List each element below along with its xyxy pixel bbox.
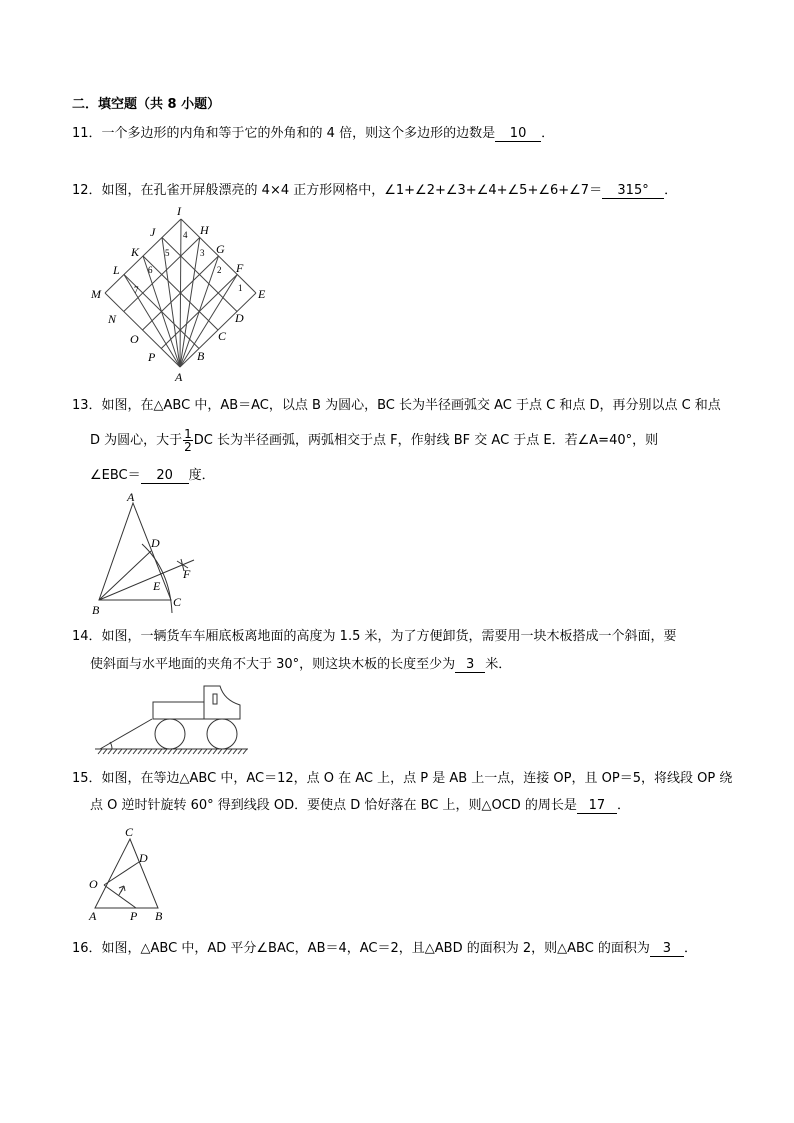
angle-7: 7 <box>134 285 139 295</box>
angle-1: 1 <box>238 283 243 293</box>
label-A: A <box>89 909 97 923</box>
label-A: A <box>127 490 135 504</box>
question-16 <box>72 941 697 957</box>
question-text: 点 O 逆时针旋转 60° 得到线段 OD．要使点 D 恰好落在 BC 上，则△OCD 的周长是 <box>90 798 577 813</box>
question-text: ∠EBC＝ <box>90 468 141 483</box>
answer-blank: 3 <box>650 942 684 957</box>
label-F: F <box>236 261 244 275</box>
label-D: D <box>151 536 160 550</box>
label-O: O <box>130 332 139 346</box>
label-J: J <box>150 225 156 239</box>
punctuation: ． <box>541 126 555 141</box>
label-O: O <box>89 877 98 891</box>
label-K: K <box>131 245 140 259</box>
question-text: 米． <box>485 657 512 672</box>
punctuation: ． <box>683 941 697 956</box>
question-text: DC 长为半径画弧，两弧相交于点 F，作射线 BF 交 AC 于点 E．若∠A=40°，则 <box>193 433 659 448</box>
angle-4: 4 <box>183 230 188 240</box>
label-I: I <box>177 204 181 218</box>
fraction-denominator: 2 <box>184 440 192 454</box>
section-title: 二．填空题（共 8 小题） <box>72 97 221 112</box>
question-14-line-1: 14．如图，一辆货车车厢底板离地面的高度为 1.5 米，为了方便卸货，需要用一块木板搭成一个斜面，要 <box>72 629 677 644</box>
question-15-line-1: 15．如图，在等边△ABC 中，AC＝12，点 O 在 AC 上，点 P 是 AB 上一点，连接 OP，且 OP＝5，将线段 OP 绕 <box>72 771 733 786</box>
label-C: C <box>173 595 182 609</box>
question-text: 12．如图，在孔雀开屏般漂亮的 4×4 正方形网格中，∠1+∠2+∠3+∠4+∠5+∠6+∠7＝ <box>72 183 603 198</box>
label-C: C <box>125 825 134 839</box>
question-text: 11．一个多边形的内角和等于它的外角和的 4 倍，则这个多边形的边数是 <box>72 126 496 141</box>
label-H: H <box>200 223 209 237</box>
answer-blank: 17 <box>577 799 617 814</box>
label-A: A <box>175 370 183 384</box>
label-M: M <box>91 287 101 301</box>
label-E: E <box>258 287 266 301</box>
label-B: B <box>155 909 163 923</box>
angle-6: 6 <box>148 265 153 275</box>
label-N: N <box>108 312 117 326</box>
fraction-numerator: 1 <box>184 427 192 441</box>
label-E: E <box>153 579 161 593</box>
label-F: F <box>183 567 191 581</box>
punctuation: ． <box>664 183 678 198</box>
label-D: D <box>235 311 244 325</box>
answer-blank: 10 <box>495 127 541 142</box>
angle-3: 3 <box>200 248 205 258</box>
label-G: G <box>216 242 225 256</box>
question-text: 16．如图，△ABC 中，AD 平分∠BAC，AB＝4，AC＝2，且△ABD 的面积为 2，则△ABC 的面积为 <box>72 941 650 956</box>
question-13-line-1: 13．如图，在△ABC 中，AB＝AC，以点 B 为圆心，BC 长为半径画弧交 AC 于点 C 和点 D，再分别以点 C 和点 <box>72 398 721 413</box>
question-text: ． <box>616 798 630 813</box>
label-P: P <box>148 350 156 364</box>
answer-blank: 3 <box>455 658 485 673</box>
question-text: 度． <box>188 468 215 483</box>
label-B: B <box>197 349 205 363</box>
angle-5: 5 <box>165 248 170 258</box>
label-D: D <box>139 851 148 865</box>
answer-blank: 315° <box>602 184 664 199</box>
label-L: L <box>113 263 120 277</box>
label-P: P <box>130 909 138 923</box>
label-B: B <box>92 603 100 617</box>
angle-2: 2 <box>217 265 222 275</box>
label-C: C <box>218 329 227 343</box>
question-text: 使斜面与水平地面的夹角不大于 30°，则这块木板的长度至少为 <box>90 657 456 672</box>
question-text: D 为圆心，大于 <box>90 433 183 448</box>
answer-blank: 20 <box>141 469 189 484</box>
